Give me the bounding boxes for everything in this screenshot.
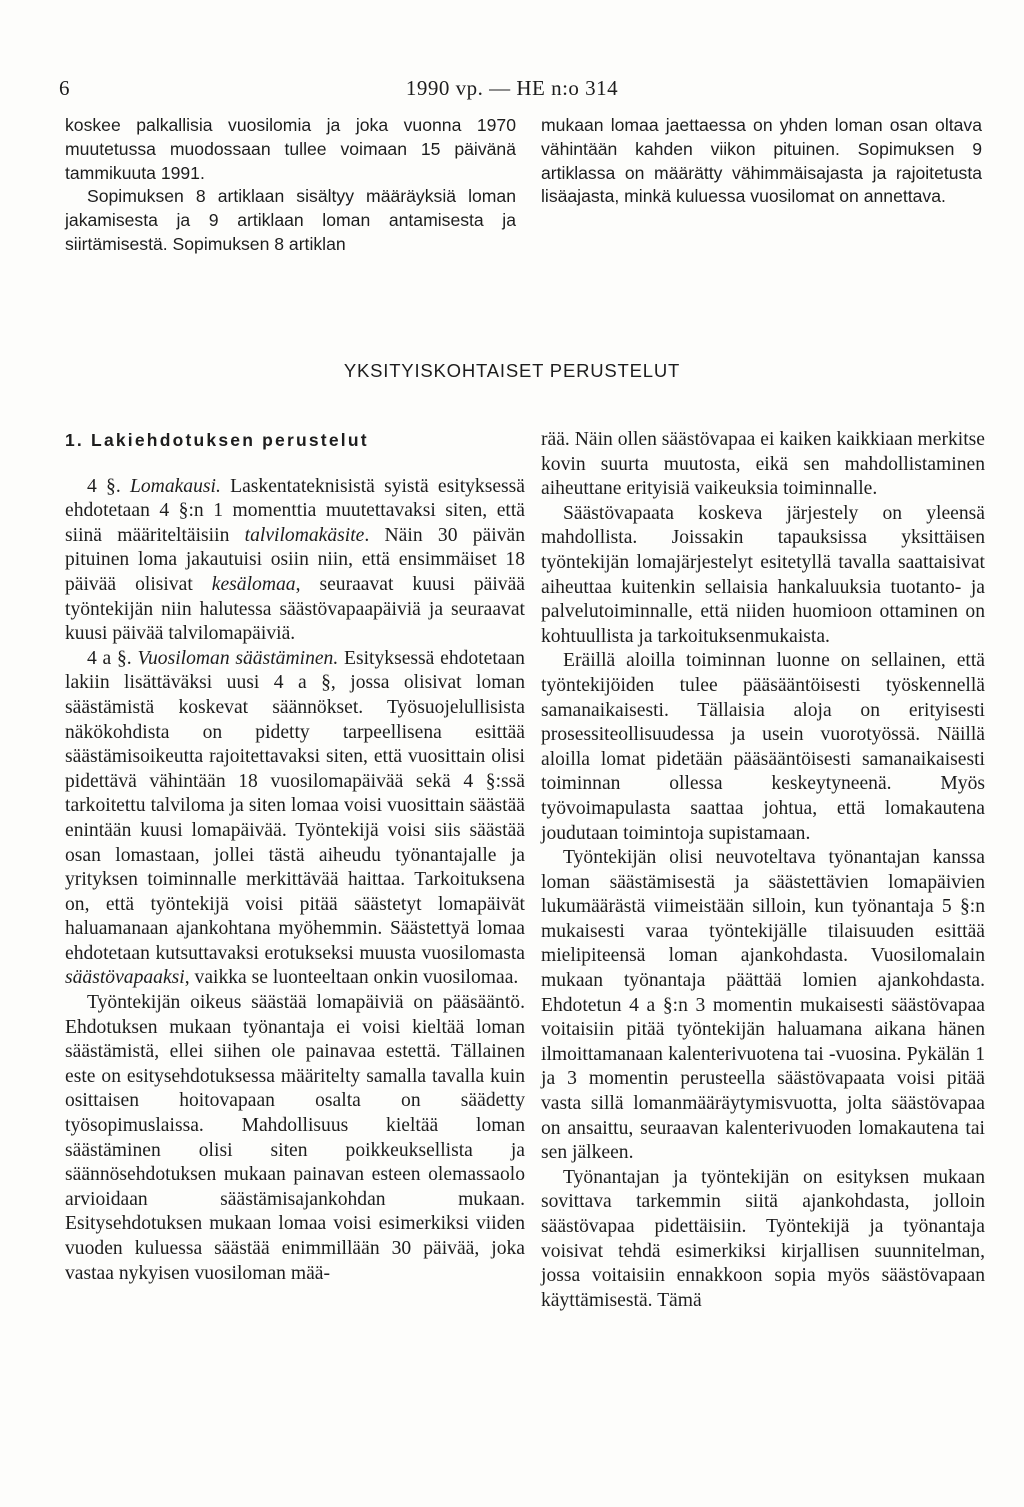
- intro-right-column: [541, 114, 982, 209]
- intro-left-paragraph-1: koskee palkallisia vuosilomia ja joka vuonna 1970 muutetussa muodossaan tullee voimaan 15 päivänä tammikuuta 1991.: [65, 115, 516, 183]
- italic-term: kesälomaa: [211, 573, 296, 595]
- paragraph-oikeus: Työntekijän oikeus säästää lomapäiviä on pääsääntö. Ehdotuksen mukaan työnantaja ei voisi kieltää loman säästämistä, ellei siihen ole painavaa estettä. Tällainen este on esitysehdotuksessa määritelty samalla tavalla kuin osittaisen hoitovapaan osalta on säädetty työsopimuslaissa. Mahdollisuus kieltää loman säästäminen olisi siten poikkeuksellista ja säännösehdotuksen mukaan painavan esteen olemassaolo arvioidaan säästämisajankohdan mukaan. Esitysehdotuksen mukaan lomaa voisi esimerkiksi viiden vuoden kuluessa säästää enimmillään 30 päivää, joka vastaa nykyisen vuosiloman mää-: [65, 992, 525, 1284]
- page-number: 6: [59, 76, 70, 100]
- paragraph-vuosiloman-saastaminen: 4 a §. Vuosiloman säästäminen. Esityksessä ehdotetaan lakiin lisättäväksi uusi 4 a §, jossa olisivat loman säästämistä koskevat säännökset. Työsuojelullisista näkökohdista on pidetty tarpeellisena esittää säästämisoikeutta rajoitettavaksi siten, että vuosittain olisi pidettävä vähintään 18 vuosilomapäivää sekä 4 §:ssä tarkoitettu talviloma ja siten lomaa voisi vuosittain säästää enintään kuusi lomapäivää. Työntekijä voisi siis säästää osan lomastaan, jollei tästä aiheudu työnantajalle ja yrityksen toiminnalle merkittävää haittaa. Tarkoituksena on, että työntekijä voisi pitää säästetyt lomapäivät haluamanaan ajankohtana myöhemmin. Säästettyä lomaa ehdotetaan kutsuttavaksi erotukseksi muusta vuosilomasta säästövapaaksi, vaikka se luonteeltaan onkin vuosilomaa.: [65, 647, 525, 989]
- paragraph-sopiminen: Työnantajan ja työntekijän on esityksen mukaan sovittava tarkemmin siitä ajankohdasta, jolloin säästövapaa pidettäisiin. Työntekijä ja työnantaja voisivat tehdä esimerkiksi kirjallisen suunnitelman, jossa voitaisiin ennakkoon sopia myös säästövapaan käyttämisestä. Tämä: [541, 1166, 985, 1311]
- section-title: YKSITYISKOHTAISET PERUSTELUT: [343, 360, 681, 381]
- right-column: [541, 428, 985, 1313]
- page-header: [0, 76, 1024, 102]
- section-number: 4 a §.: [87, 647, 132, 669]
- running-title: 1990 vp. — HE n:o 314: [405, 76, 619, 100]
- section-heading: Lomakausi.: [129, 475, 221, 497]
- italic-term: talvilomakäsite: [244, 524, 365, 546]
- section-number: 4 §.: [87, 475, 121, 497]
- intro-left-paragraph-2: Sopimuksen 8 artiklaan sisältyy määräyksiä loman jakamisesta ja 9 artiklaan loman antamisesta ja siirtämisestä. Sopimuksen 8 artiklan: [65, 186, 516, 254]
- italic-term: säästövapaaksi: [65, 967, 185, 989]
- section-heading: Vuosiloman säästäminen.: [137, 647, 339, 669]
- paragraph-continued: rää. Näin ollen säästövapaa ei kaiken kaikkiaan merkitse kovin suurta muutosta, eikä sen mahdollistaminen aiheuttane erityisiä vaikeuksia toiminnalle.: [541, 429, 985, 500]
- subheading: 1. Lakiehdotuksen perustelut: [65, 430, 369, 450]
- paragraph-alat: Eräillä aloilla toiminnan luonne on sellainen, että työntekijöiden tulee pääsääntöisesti työskennellä samanaikaisesti. Tällaisia aloja on erityisesti prosessiteollisuudessa ja usein vuorotyössä. Näillä aloilla lomat pidetään pääsääntöisesti samanaikaisesti toiminnan ollessa keskeytyneenä. Myös työvoimapulasta saattaa johtua, että lomakautena joudutaan toimintoja supistamaan.: [541, 650, 985, 844]
- intro-left-column: [65, 114, 516, 257]
- paragraph-jarjestely: Säästövapaata koskeva järjestely on yleensä mahdollista. Joissakin tapauksissa yksittäisen työntekijän lomajärjestelyt esitetyllä tavalla saattaisivat aiheuttaa kuitenkin sellaisia hankaluuksia tuotanto- ja palvelutoiminnalle, että niiden huomioon ottaminen on kohtuullista ja tarkoituksenmukaista.: [541, 502, 985, 647]
- paragraph-lomakausi: 4 §. Lomakausi. Laskentateknisistä syistä esityksessä ehdotetaan 4 §:n 1 momenttia muutettavaksi siten, että siinä määriteltäisiin talvilomakäsite. Näin 30 päivän pituinen loma jakautuisi osiin niin, että ensimmäiset 18 päivää olisivat kesälomaa, seuraavat kuusi päivää työntekijän niin halutessa säästövapaapäiviä ja seuraavat kuusi päivää talvilomapäiviä.: [65, 475, 526, 645]
- left-column: [65, 428, 525, 1286]
- intro-right-paragraph-1: mukaan lomaa jaettaessa on yhden loman osan oltava vähintään kahden viikon pituinen. Sopimuksen 9 artiklassa on määrätty vähimmäisajasta ja rajoitetusta lisäajasta, minkä kuluessa vuosilomat on annettava.: [541, 115, 982, 207]
- paragraph-neuvottelu: Työntekijän olisi neuvoteltava työnantajan kanssa loman säästämisestä ja säästettävien lomapäivien lukumäärästä viimeistään silloin, kun työnantaja 5 §:n mukaisesti varaa työntekijälle tilaisuuden esittää mielipiteensä loman ajankohdasta. Vuosilomalain mukaan työnantaja päättää lomien ajankohdasta. Ehdotetun 4 a §:n 3 momentin mukaisesti säästövapaa voitaisiin pitää työntekijän haluamana aikana hänen ilmoittamanaan kalenterivuotena tai -vuosina. Pykälän 1 ja 3 momentin perusteella säästövapaata voisi pitää vasta sillä lomanmääräytymisvuotta, jolta säästövapaa on ansaittu, seuraavan kalenterivuoden lomakautena tai sen jälkeen.: [541, 847, 985, 1164]
